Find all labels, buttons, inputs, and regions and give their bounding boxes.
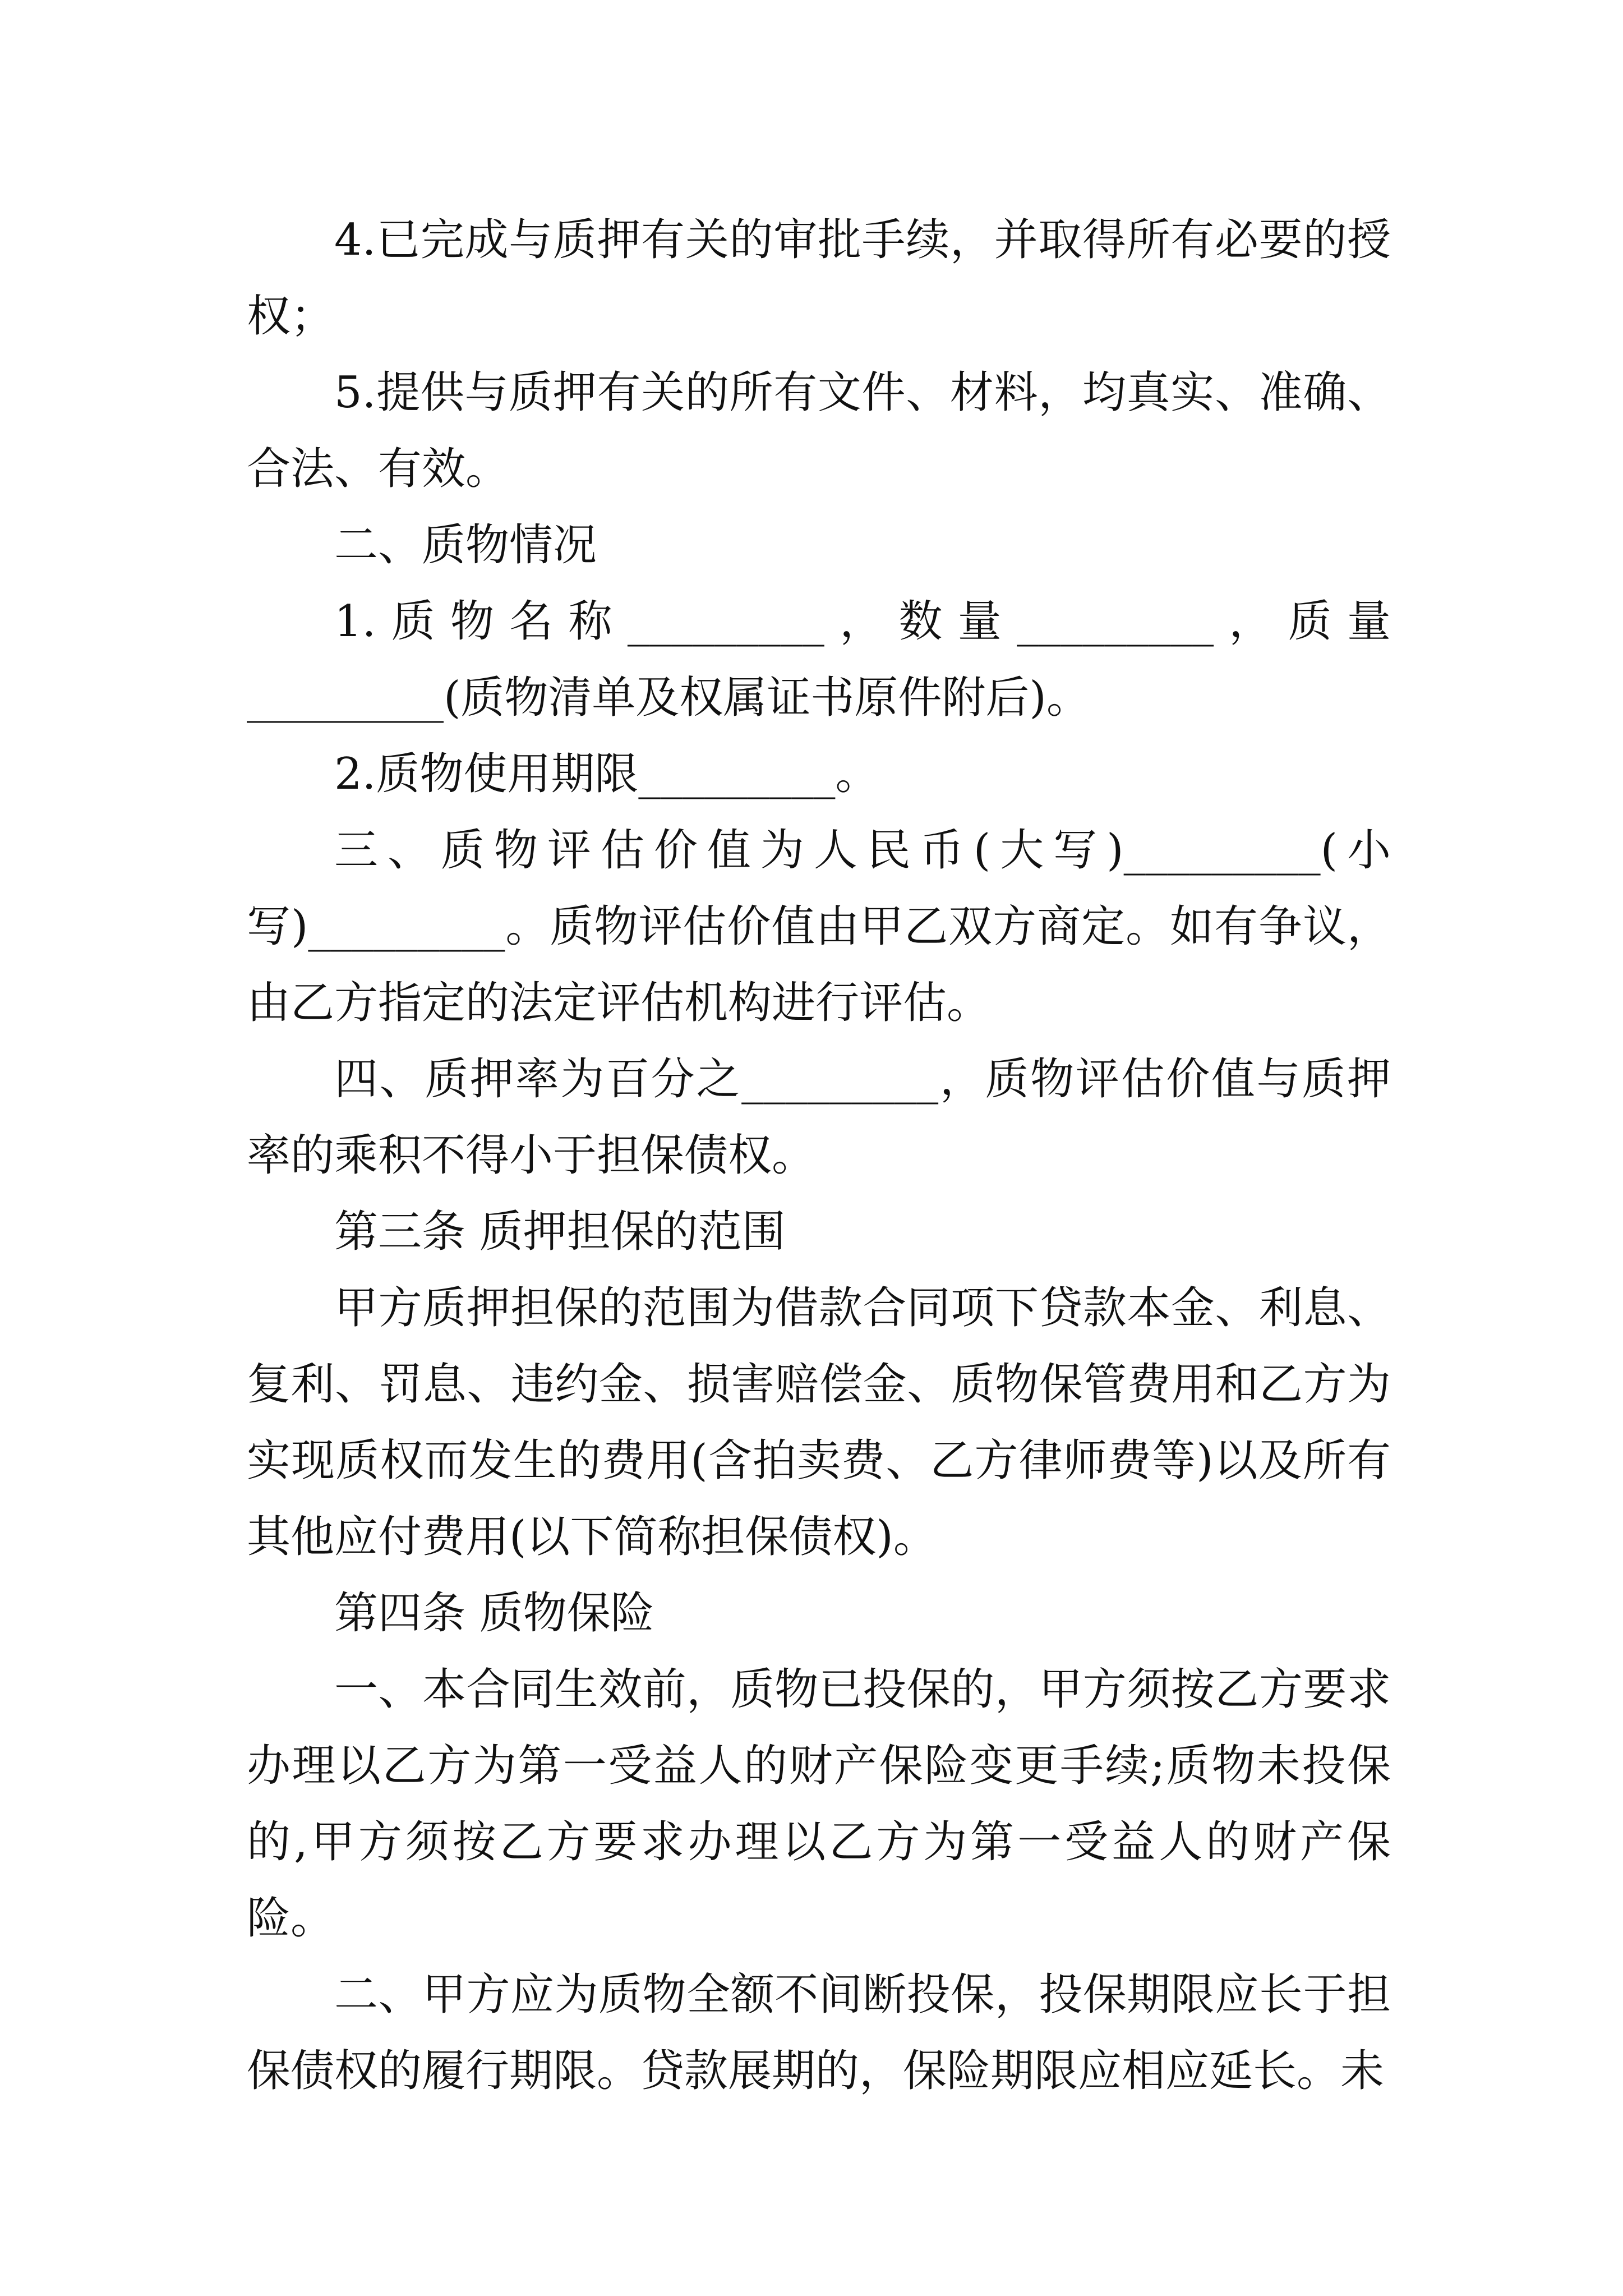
paragraph-insurance-2: 二、甲方应为质物全额不间断投保，投保期限应长于担保债权的履行期限。贷款展期的，保险期限应相应延长。未 [247, 1970, 1391, 2096]
article-heading-insurance: 第四条 质物保险 [334, 1588, 654, 1639]
paragraph-pledge-name-quantity: 1.质物名称_________，数量_________，质量_________(质物清单及权属证书原件附后)。 [247, 596, 1391, 723]
paragraph-documents: 5.提供与质押有关的所有文件、材料，均真实、准确、合法、有效。 [247, 367, 1391, 494]
paragraph-pledge-period: 2.质物使用期限_________。 [334, 749, 879, 799]
document-page [247, 202, 1391, 2109]
paragraph-approval: 4.已完成与质押有关的审批手续，并取得所有必要的授权； [247, 215, 1391, 342]
article-heading-scope: 第三条 质押担保的范围 [334, 1207, 786, 1257]
paragraph-insurance-1: 一、本合同生效前，质物已投保的，甲方须按乙方要求办理以乙方为第一受益人的财产保险变更手续;质物未投保的,甲方须按乙方要求办理以乙方为第一受益人的财产保险。 [247, 1664, 1391, 1944]
section-heading-pledge-status: 二、质物情况 [334, 520, 597, 570]
paragraph-scope: 甲方质押担保的范围为借款合同项下贷款本金、利息、复利、罚息、违约金、损害赔偿金、质物保管费用和乙方为实现质权而发生的费用(含拍卖费、乙方律师费等)以及所有其他应付费用(以下简称担保债权)。 [247, 1283, 1391, 1562]
paragraph-pledge-rate: 四、质押率为百分之_________，质物评估价值与质押率的乘积不得小于担保债权。 [247, 1054, 1391, 1181]
paragraph-valuation: 三、质物评估价值为人民币(大写)_________(小写)_________。质物评估价值由甲乙双方商定。如有争议，由乙方指定的法定评估机构进行评估。 [247, 825, 1391, 1028]
